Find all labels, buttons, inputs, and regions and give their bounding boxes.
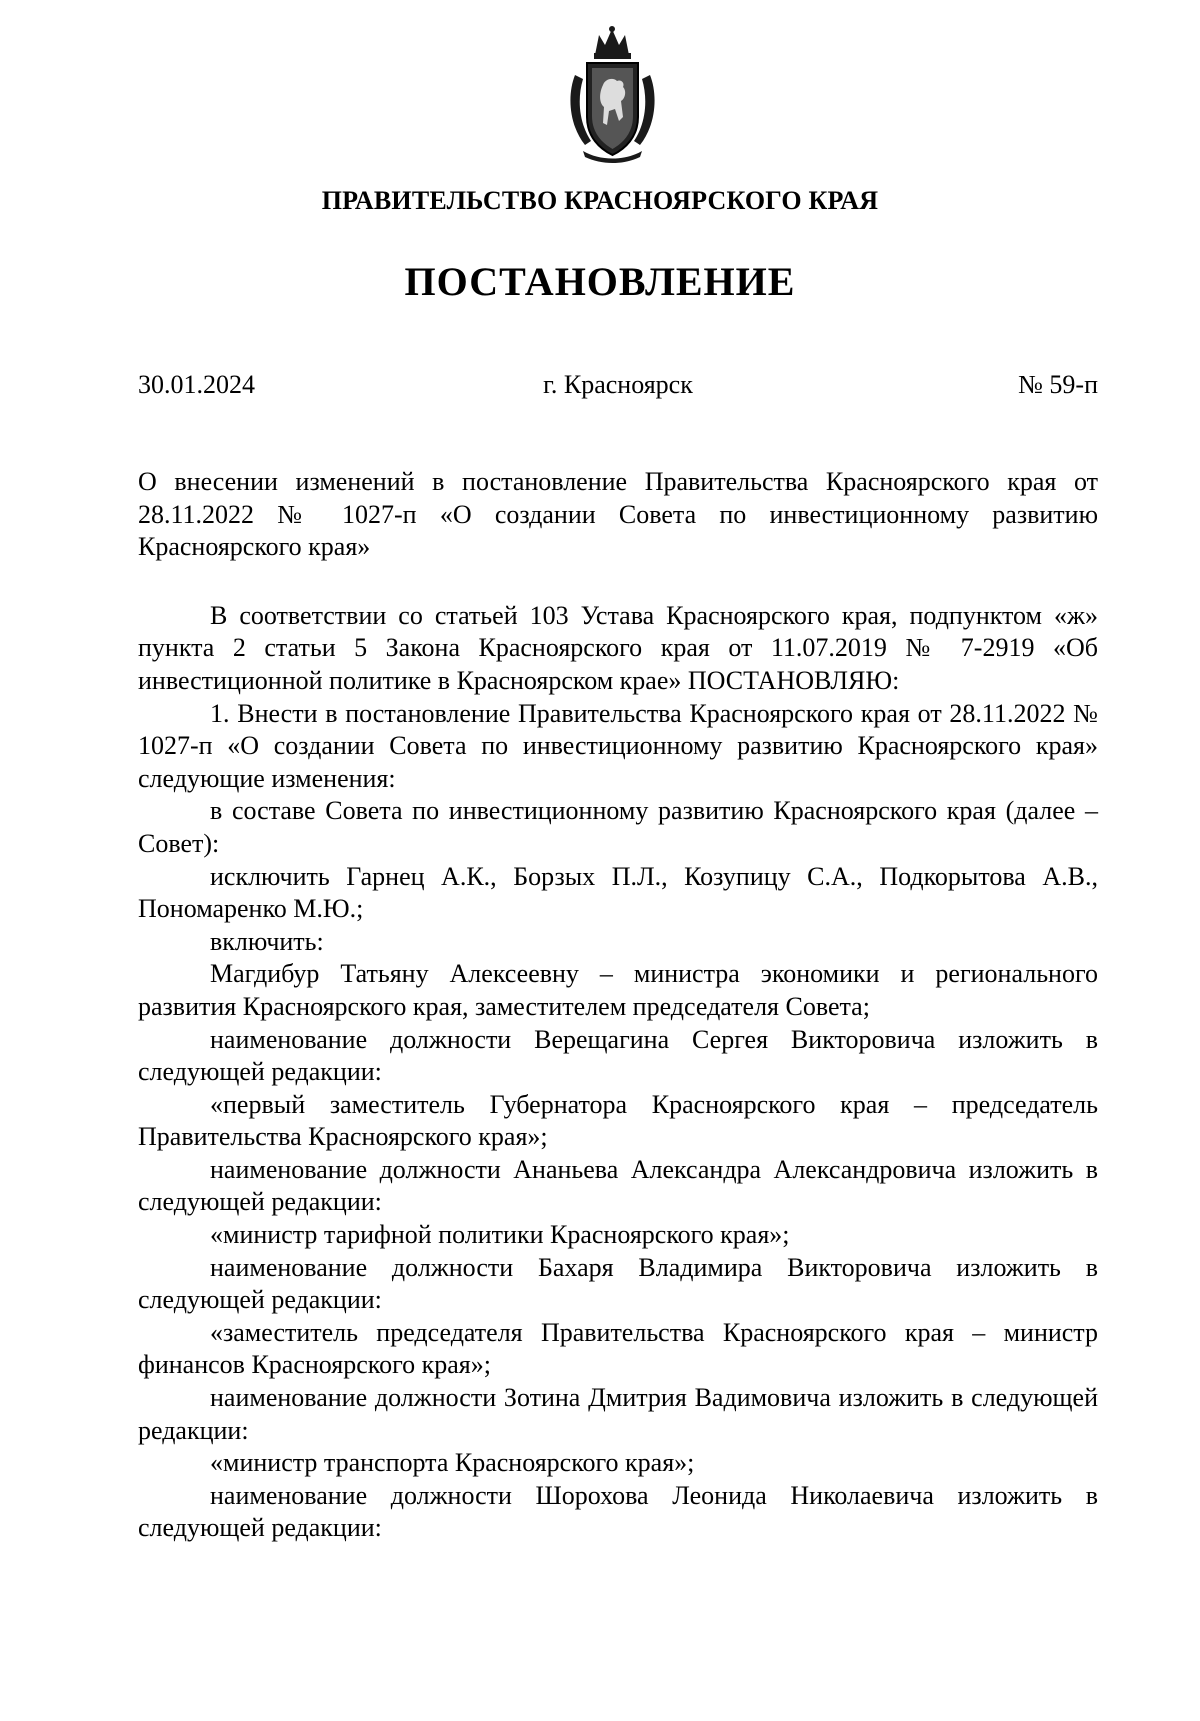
paragraph: «заместитель председателя Правительства Красноярского края – министр финансов Красноярского края»; [138, 1317, 1098, 1380]
paragraph: «министр транспорта Красноярского края»; [210, 1448, 695, 1478]
paragraph: В соответствии со статьей 103 Устава Красноярского края, подпунктом «ж» пункта 2 статьи 5 Закона Красноярского края от 11.07.2019 № 7-2919 «Об инвестиционной политике в Красноярском крае» ПОСТАНОВЛЯЮ: [138, 600, 1098, 695]
paragraph: наименование должности Верещагина Сергея Викторовича изложить в следующей редакции: [138, 1024, 1098, 1087]
document-type: ПОСТАНОВЛЕНИЕ [404, 259, 796, 304]
organization-name: ПРАВИТЕЛЬСТВО КРАСНОЯРСКОГО КРАЯ [321, 186, 879, 215]
paragraph: 1. Внести в постановление Правительства Красноярского края от 28.11.2022 № 1027-п «О создании Совета по инвестиционному развитию Красноярского края» следующие изменения: [138, 698, 1098, 793]
document-meta [138, 370, 1098, 404]
document-number: № 59-п [1018, 370, 1098, 399]
document-title: О внесении изменений в постановление Правительства Красноярского края от 28.11.2022 № 1027-п «О создании Совета по инвестиционному развитию Красноярского края» [138, 467, 1098, 562]
paragraph: в составе Совета по инвестиционному развитию Красноярского края (далее – Совет): [138, 796, 1098, 858]
paragraph: наименование должности Зотина Дмитрия Вадимовича изложить в следующей редакции: [138, 1383, 1098, 1445]
coat-of-arms-icon [565, 25, 660, 165]
paragraph: включить: [210, 926, 324, 956]
paragraph: Магдибур Татьяну Алексеевну – министра экономики и регионального развития Красноярского края, заместителем председателя Совета; [138, 959, 1098, 1021]
paragraph: наименование должности Бахаря Владимира Викторовича изложить в следующей редакции: [138, 1252, 1098, 1315]
paragraph: исключить Гарнец А.К., Борзых П.Л., Козупицу С.А., Подкорытова А.В., Пономаренко М.Ю.; [138, 861, 1098, 924]
document-body [138, 466, 1098, 1545]
paragraph: «первый заместитель Губернатора Красноярского края – председатель Правительства Красноярского края»; [138, 1089, 1098, 1152]
paragraph: наименование должности Шорохова Леонида Николаевича изложить в следующей редакции: [138, 1480, 1098, 1543]
paragraph: «министр тарифной политики Красноярского края»; [210, 1220, 790, 1250]
paragraph: наименование должности Ананьева Александра Александровича изложить в следующей редакции: [138, 1154, 1098, 1217]
document-date: 30.01.2024 [138, 370, 255, 399]
document-city: г. Красноярск [543, 370, 693, 399]
